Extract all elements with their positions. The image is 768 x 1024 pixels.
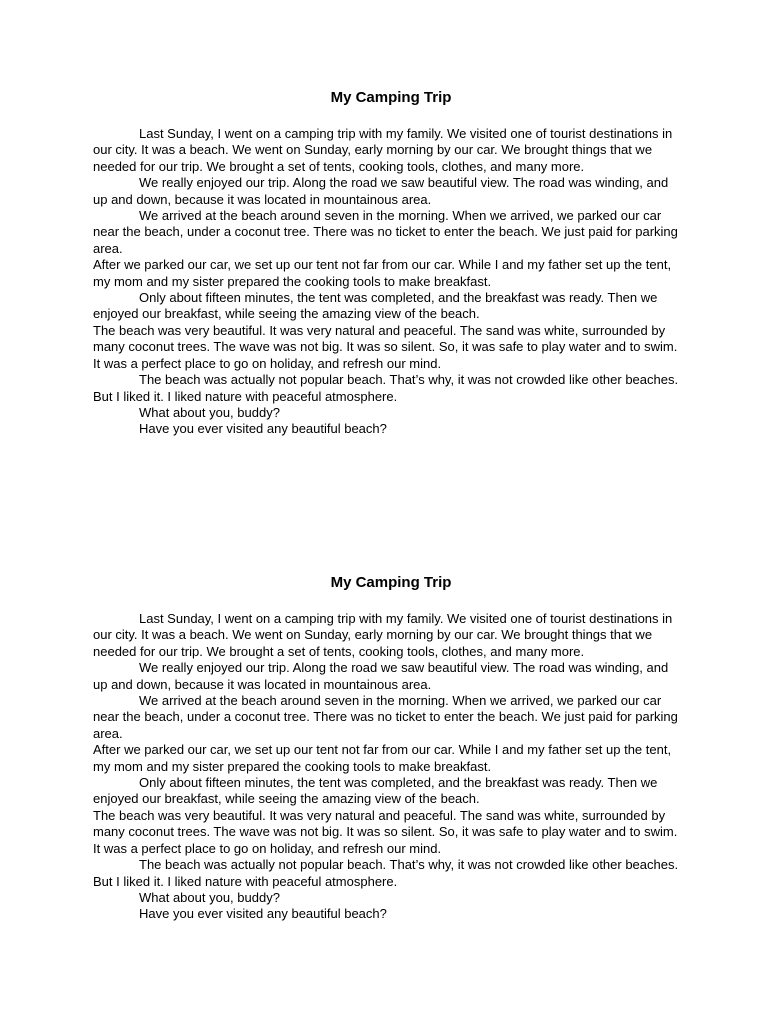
paragraph-5: Only about fifteen minutes, the tent was completed, and the breakfast was ready. Then we enjoyed our breakfast, while seeing the amazing view of the beach. (93, 290, 658, 322)
paragraph-3: We arrived at the beach around seven in the morning. When we arrived, we parked our car near the beach, under a coconut tree. There was no ticket to enter the beach. We just paid for parking area. (93, 208, 678, 256)
paragraph-7: The beach was actually not popular beach. That’s why, it was not crowded like other beaches. But I liked it. I liked nature with peaceful atmosphere. (93, 857, 679, 889)
paragraph-7: The beach was actually not popular beach. That’s why, it was not crowded like other beaches. But I liked it. I liked nature with peaceful atmosphere. (93, 372, 679, 404)
document-title: My Camping Trip (330, 574, 452, 591)
paragraph-5: Only about fifteen minutes, the tent was completed, and the breakfast was ready. Then we enjoyed our breakfast, while seeing the amazing view of the beach. (93, 775, 658, 807)
paragraph-8: What about you, buddy? (139, 404, 280, 420)
paragraph-4: After we parked our car, we set up our tent not far from our car. While I and my father set up the tent, my mom and my sister prepared the cooking tools to make breakfast. (93, 257, 672, 289)
paragraph-9: Have you ever visited any beautiful beach? (139, 906, 387, 922)
document-block-2 (93, 573, 683, 923)
paragraph-6: The beach was very beautiful. It was very natural and peaceful. The sand was white, surrounded by many coconut trees. The wave was not big. It was so silent. So, it was safe to play water and to swim. It was a perfect place to go on holiday, and refresh our mind. (93, 807, 678, 856)
paragraph-9: Have you ever visited any beautiful beach? (139, 421, 387, 437)
paragraph-4: After we parked our car, we set up our tent not far from our car. While I and my father set up the tent, my mom and my sister prepared the cooking tools to make breakfast. (93, 742, 672, 774)
paragraph-1: Last Sunday, I went on a camping trip with my family. We visited one of tourist destinations in our city. It was a beach. We went on Sunday, early morning by our car. We brought things that we needed for our trip. We brought a set of tents, cooking tools, clothes, and many more. (93, 611, 673, 659)
paragraph-3: We arrived at the beach around seven in the morning. When we arrived, we parked our car near the beach, under a coconut tree. There was no ticket to enter the beach. We just paid for parking area. (93, 693, 678, 741)
paragraph-6: The beach was very beautiful. It was very natural and peaceful. The sand was white, surrounded by many coconut trees. The wave was not big. It was so silent. So, it was safe to play water and to swim. It was a perfect place to go on holiday, and refresh our mind. (93, 322, 678, 371)
document-title: My Camping Trip (330, 89, 452, 106)
paragraph-2: We really enjoyed our trip. Along the road we saw beautiful view. The road was winding, and up and down, because it was located in mountainous area. (93, 175, 669, 207)
paragraph-1: Last Sunday, I went on a camping trip with my family. We visited one of tourist destinations in our city. It was a beach. We went on Sunday, early morning by our car. We brought things that we needed for our trip. We brought a set of tents, cooking tools, clothes, and many more. (93, 126, 673, 174)
paragraph-2: We really enjoyed our trip. Along the road we saw beautiful view. The road was winding, and up and down, because it was located in mountainous area. (93, 660, 669, 692)
document-block-1 (93, 88, 683, 438)
paragraph-8: What about you, buddy? (139, 889, 280, 905)
